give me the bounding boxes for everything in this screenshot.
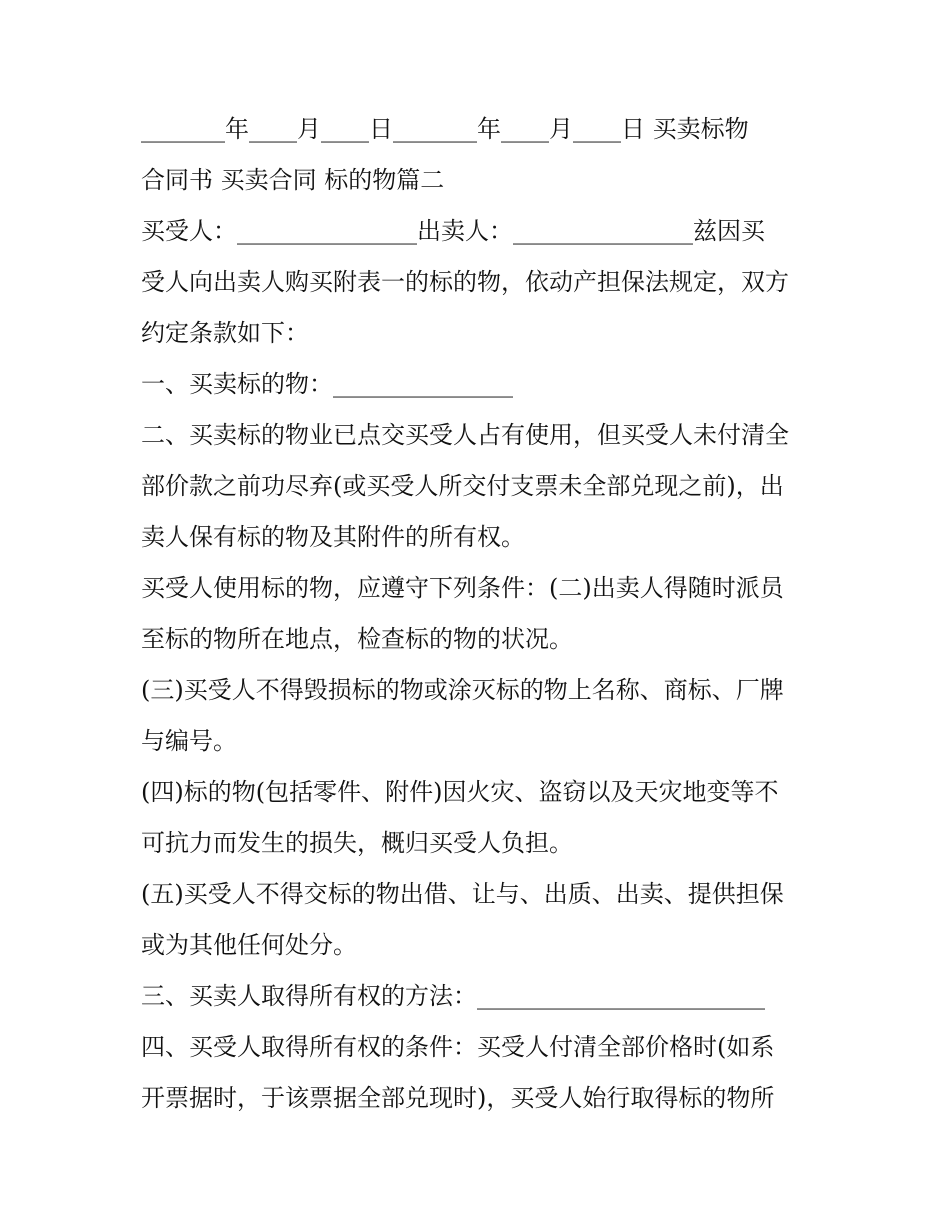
text-line: 或为其他任何处分。: [141, 931, 357, 959]
text-line: 买受人：_______________出卖人：_______________兹因买: [141, 217, 765, 245]
text-line: 至标的物所在地点，检查标的物的状况。: [141, 625, 573, 653]
text-line: 与编号。: [141, 727, 237, 755]
text-line: 买受人使用标的物，应遵守下列条件：(二)出卖人得随时派员: [141, 574, 784, 602]
text-line: 受人向出卖人购买附表一的标的物，依动产担保法规定，双方: [141, 268, 789, 296]
text-line: 卖人保有标的物及其附件的所有权。: [141, 523, 525, 551]
document-body: [141, 104, 816, 1124]
text-line: 可抗力而发生的损失，概归买受人负担。: [141, 829, 573, 857]
text-line: 一、买卖标的物：_______________: [141, 370, 513, 398]
text-line: _______年____月____日_______年____月____日 买卖标物: [141, 115, 749, 143]
text-line: 三、买卖人取得所有权的方法：________________________: [141, 982, 765, 1010]
text-line: 四、买受人取得所有权的条件：买受人付清全部价格时(如系: [141, 1033, 775, 1061]
text-line: 开票据时，于该票据全部兑现时)，买受人始行取得标的物所: [141, 1084, 775, 1112]
text-line: (五)买受人不得交标的物出借、让与、出质、出卖、提供担保: [141, 880, 784, 908]
text-line: (四)标的物(包括零件、附件)因火灾、盗窃以及天灾地变等不: [141, 778, 779, 806]
text-line: 部价款之前功尽弃(或买受人所交付支票未全部兑现之前)，出: [141, 472, 784, 500]
text-line: 二、买卖标的物业已点交买受人占有使用，但买受人未付清全: [141, 421, 789, 449]
text-line: (三)买受人不得毁损标的物或涂灭标的物上名称、商标、厂牌: [141, 676, 784, 704]
text-line: 合同书 买卖合同 标的物篇二: [141, 166, 445, 194]
text-line: 约定条款如下：: [141, 319, 309, 347]
